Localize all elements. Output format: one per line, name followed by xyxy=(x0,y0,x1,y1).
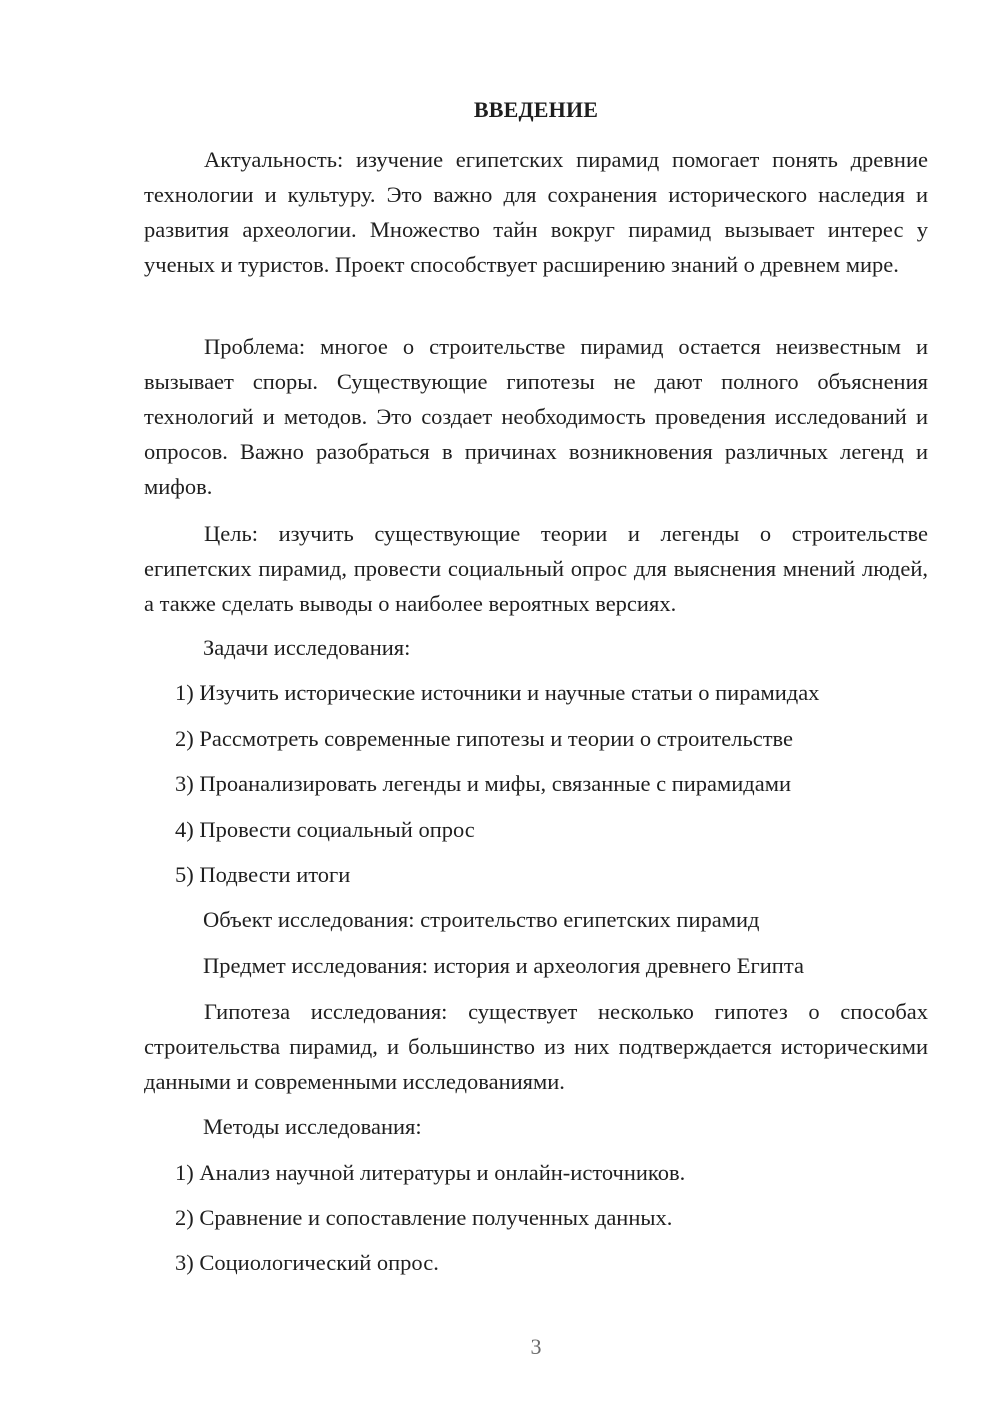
relevance-paragraph: Актуальность: изучение египетских пирамид помогает понять древние технологии и культуру. Это важно для сохранения исторического наследия и развития археологии. Множество тайн вокруг пирамид вызывает интерес у ученых и туристов. Проект способствует расширению знаний о древнем мире. xyxy=(144,147,928,277)
task-item: 5) Подвести итоги xyxy=(175,862,351,887)
hypothesis-paragraph: Гипотеза исследования: существует несколько гипотез о способах строительства пирамид, и большинство из них подтверждается историческими данными и современными исследованиями. xyxy=(144,999,928,1094)
task-item: 2) Рассмотреть современные гипотезы и теории о строительстве xyxy=(175,726,794,751)
task-item: 1) Изучить исторические источники и научные статьи о пирамидах xyxy=(175,680,820,705)
task-item: 4) Провести социальный опрос xyxy=(175,817,475,842)
method-item: 3) Социологический опрос. xyxy=(175,1250,439,1275)
methods-heading: Методы исследования: xyxy=(203,1114,422,1139)
task-item: 3) Проанализировать легенды и мифы, связанные с пирамидами xyxy=(175,771,792,796)
research-subject: Предмет исследования: история и археология древнего Египта xyxy=(203,953,804,978)
page-number: 3 xyxy=(530,1334,542,1359)
section-title: ВВЕДЕНИЕ xyxy=(473,97,599,122)
problem-paragraph: Проблема: многое о строительстве пирамид остается неизвестным и вызывает споры. Существующие гипотезы не дают полного объяснения технологий и методов. Это создает необходимость проведения исследований и опросов. Важно разобраться в причинах возникновения различных легенд и мифов. xyxy=(144,334,928,499)
goal-paragraph: Цель: изучить существующие теории и легенды о строительстве египетских пирамид, провести социальный опрос для выяснения мнений людей, а также сделать выводы о наиболее вероятных версиях. xyxy=(144,521,928,616)
research-object: Объект исследования: строительство египетских пирамид xyxy=(203,907,760,932)
method-item: 2) Сравнение и сопоставление полученных данных. xyxy=(175,1205,673,1230)
tasks-heading: Задачи исследования: xyxy=(203,635,411,660)
method-item: 1) Анализ научной литературы и онлайн-источников. xyxy=(175,1160,686,1185)
